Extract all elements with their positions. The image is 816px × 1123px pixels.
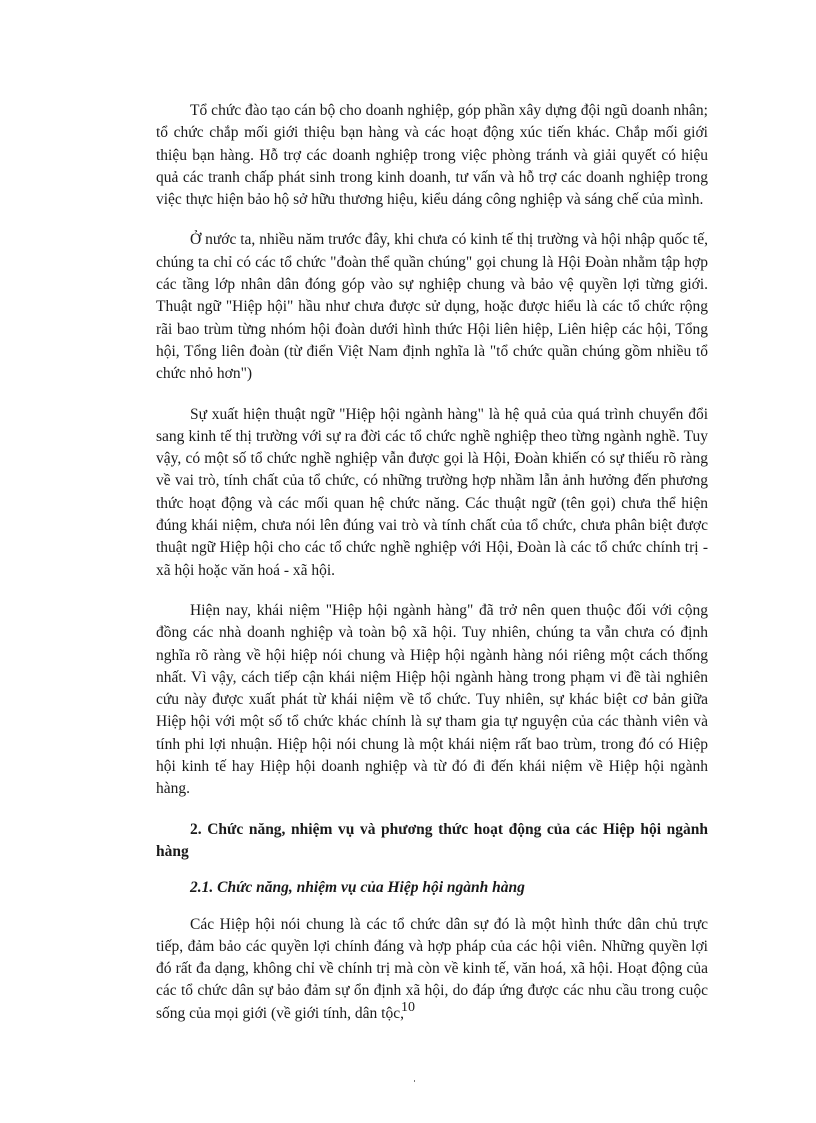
subsection-heading: 2.1. Chức năng, nhiệm vụ của Hiệp hội ngành hàng <box>190 879 525 897</box>
scan-speck <box>414 1080 415 1082</box>
section-heading: 2. Chức năng, nhiệm vụ và phương thức hoạt động của các Hiệp hội ngành hàng <box>156 820 708 860</box>
paragraph-concept: Hiện nay, khái niệm "Hiệp hội ngành hàng" đã trở nên quen thuộc đối với cộng đồng các nhà doanh nghiệp và toàn bộ xã hội. Tuy nhiên, chúng ta vẫn chưa có định nghĩa rõ ràng về hội hiệp nói chung và Hiệp hội ngành hàng nói riêng một cách thống nhất. Vì vậy, cách tiếp cận khái niệm Hiệp hội ngành hàng trong phạm vi đề tài nghiên cứu này được xuất phát từ khái niệm về tổ chức. Tuy nhiên, sự khác biệt cơ bản giữa Hiệp hội với một số tổ chức khác chính là sự tham gia tự nguyện của các thành viên và tính phi lợi nhuận. Hiệp hội nói chung là một khái niệm rất bao trùm, trong đó có Hiệp hội kinh tế hay Hiệp hội doanh nghiệp và từ đó đi đến khái niệm về Hiệp hội ngành hàng. <box>156 601 708 798</box>
paragraph-training: Tổ chức đào tạo cán bộ cho doanh nghiệp, góp phần xây dựng đội ngũ doanh nhân; tổ chức chắp mối giới thiệu bạn hàng và các hoạt động xúc tiến khác. Chắp mối giới thiệu bạn hàng. Hỗ trợ các doanh nghiệp trong việc phòng tránh và giải quyết có hiệu quả các tranh chấp phát sinh trong kinh doanh, tư vấn và hỗ trợ các doanh nghiệp trong việc thực hiện bảo hộ sở hữu thương hiệu, kiểu dáng công nghiệp và sáng chế của mình. <box>156 102 708 209</box>
document-page <box>156 100 708 1043</box>
paragraph-history: Ở nước ta, nhiều năm trước đây, khi chưa có kinh tế thị trường và hội nhập quốc tế, chúng ta chỉ có các tổ chức "đoàn thể quần chúng" gọi chung là Hội Đoàn nhằm tập hợp các tầng lớp nhân dân đóng góp vào sự nghiệp chung và bảo vệ quyền lợi từng giới. Thuật ngữ "Hiệp hội" hầu như chưa được sử dụng, hoặc được hiểu là các tổ chức rộng rãi bao trùm từng nhóm hội đoàn dưới hình thức Hội liên hiệp, Liên hiệp các hội, Tổng hội, Tổng liên đoàn (từ điển Việt Nam định nghĩa là "tổ chức quần chúng gồm nhiều tổ chức nhỏ hơn") <box>156 231 708 383</box>
paragraph-civil-organizations: Các Hiệp hội nói chung là các tổ chức dân sự đó là một hình thức dân chủ trực tiếp, đảm bảo các quyền lợi chính đáng và hợp pháp của các hội viên. Những quyền lợi đó rất đa dạng, không chỉ về chính trị mà còn về kinh tế, văn hoá, xã hội. Hoạt động của các tổ chức dân sự bảo đảm sự ổn định xã hội, do đáp ứng được các nhu cầu trong cuộc sống của mọi giới (về giới tính, dân tộc, <box>156 915 708 1022</box>
page-number: 10 <box>401 1000 415 1015</box>
paragraph-terminology: Sự xuất hiện thuật ngữ "Hiệp hội ngành hàng" là hệ quả của quá trình chuyển đổi sang kinh tế thị trường với sự ra đời các tổ chức nghề nghiệp theo từng ngành nghề. Tuy vậy, có một số tổ chức nghề nghiệp vẫn được gọi là Hội, Đoàn khiến có sự thiếu rõ ràng về vai trò, tính chất của tổ chức, có những trường hợp nhầm lẫn ảnh hưởng đến phương thức hoạt động và các mối quan hệ chức năng. Các thuật ngữ (tên gọi) chưa thể hiện đúng khái niệm, chưa nói lên đúng vai trò và tính chất của tổ chức, chưa phân biệt được thuật ngữ Hiệp hội cho các tổ chức nghề nghiệp với Hội, Đoàn là các tổ chức chính trị - xã hội hoặc văn hoá - xã hội. <box>156 405 708 579</box>
